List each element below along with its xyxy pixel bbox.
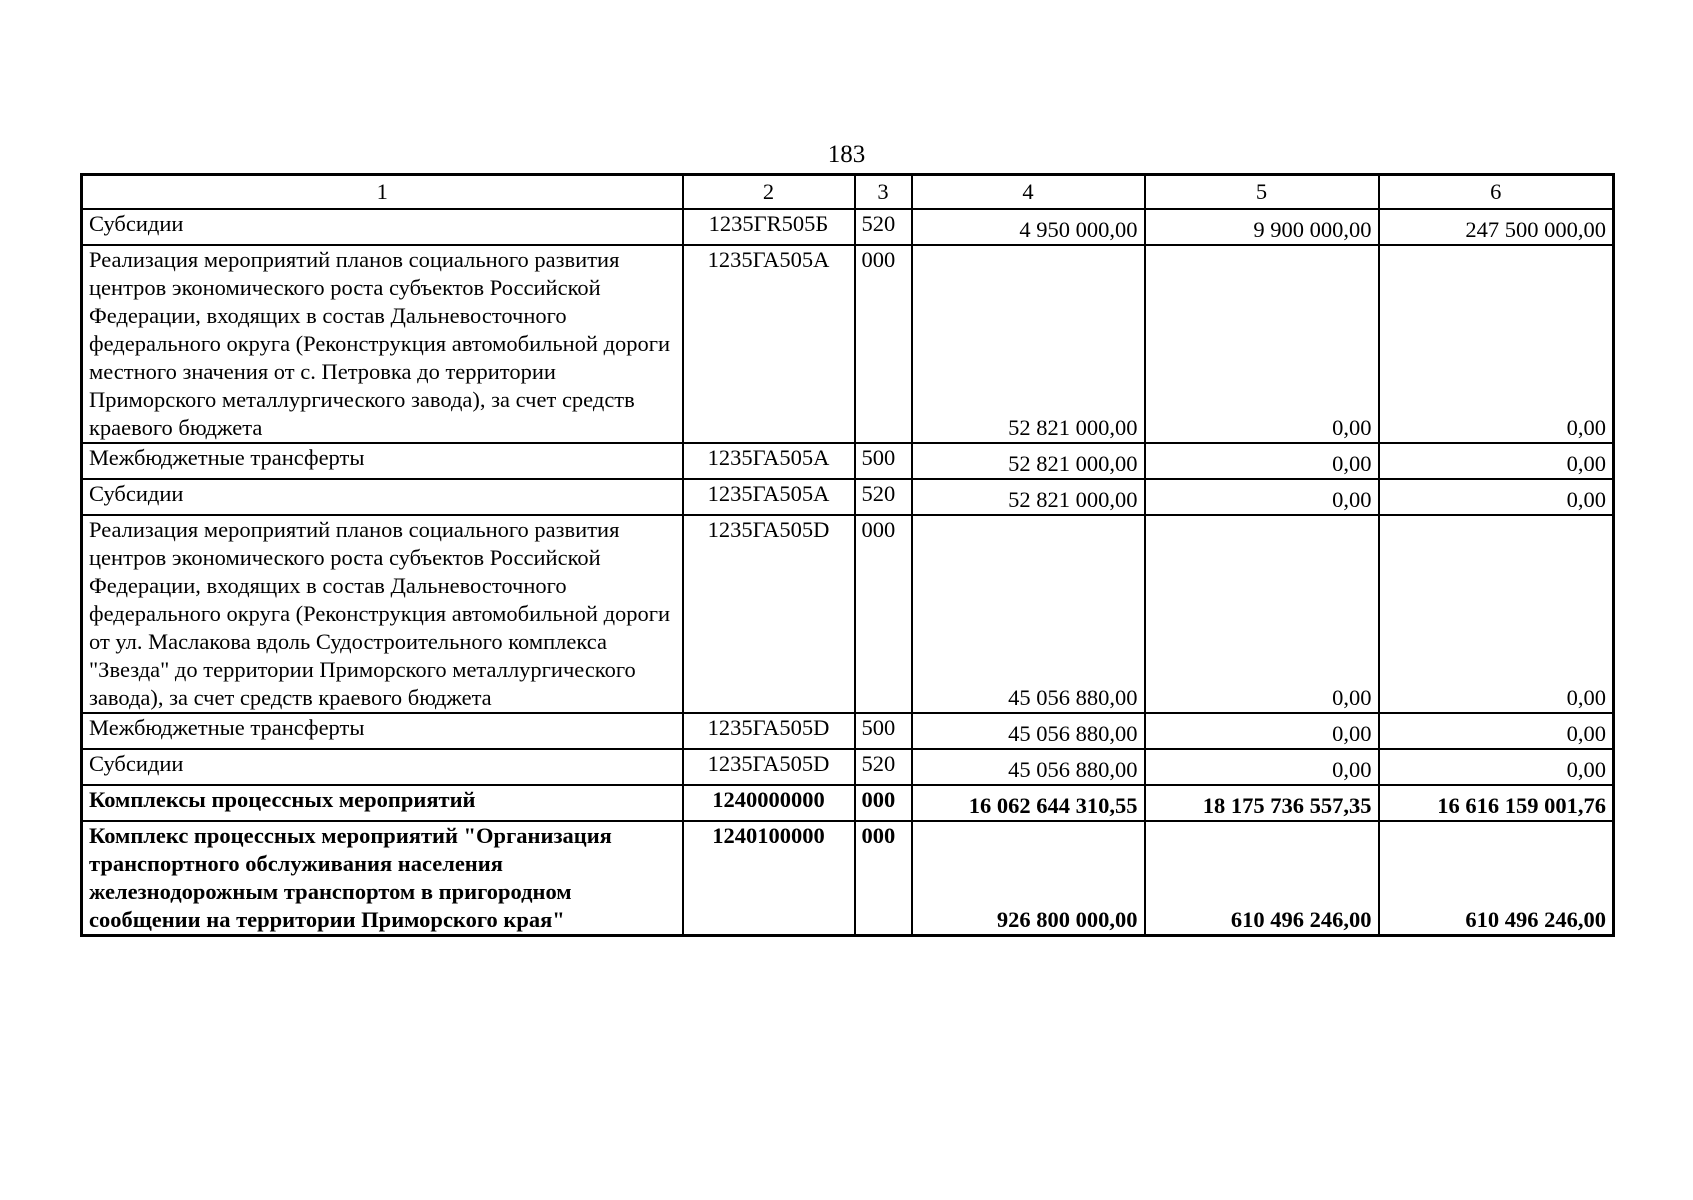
- row-kvr: 520: [855, 479, 912, 515]
- row-kvr: 000: [855, 245, 912, 443]
- table-row: [82, 515, 1614, 713]
- header-col-4: 4: [912, 175, 1145, 210]
- row-amount-6: 247 500 000,00: [1379, 209, 1614, 245]
- table-row-total: [82, 785, 1614, 821]
- row-code: 1240000000: [683, 785, 855, 821]
- row-code: 1240100000: [683, 821, 855, 936]
- row-kvr: 000: [855, 515, 912, 713]
- row-amount-5: 0,00: [1145, 443, 1379, 479]
- row-amount-4: 4 950 000,00: [912, 209, 1145, 245]
- row-amount-5: 0,00: [1145, 245, 1379, 443]
- row-code: 1235ГА505А: [683, 443, 855, 479]
- row-code: 1235ГА505D: [683, 749, 855, 785]
- row-name: Субсидии: [82, 479, 683, 515]
- row-code: 1235ГА505А: [683, 245, 855, 443]
- row-kvr: 520: [855, 209, 912, 245]
- row-amount-5: 610 496 246,00: [1145, 821, 1379, 936]
- row-amount-4: 16 062 644 310,55: [912, 785, 1145, 821]
- row-name: Межбюджетные трансферты: [82, 443, 683, 479]
- header-col-5: 5: [1145, 175, 1379, 210]
- row-amount-4: 52 821 000,00: [912, 479, 1145, 515]
- row-amount-5: 18 175 736 557,35: [1145, 785, 1379, 821]
- row-amount-6: 16 616 159 001,76: [1379, 785, 1614, 821]
- row-amount-4: 45 056 880,00: [912, 749, 1145, 785]
- row-amount-6: 0,00: [1379, 443, 1614, 479]
- table-row: [82, 209, 1614, 245]
- row-amount-4: 45 056 880,00: [912, 713, 1145, 749]
- row-name: Межбюджетные трансферты: [82, 713, 683, 749]
- row-code: 1235ГА505А: [683, 479, 855, 515]
- header-row: [82, 175, 1614, 210]
- row-amount-5: 0,00: [1145, 479, 1379, 515]
- row-code: 1235ГR505Б: [683, 209, 855, 245]
- row-amount-5: 0,00: [1145, 713, 1379, 749]
- header-col-6: 6: [1379, 175, 1614, 210]
- table-row: [82, 245, 1614, 443]
- row-amount-4: 52 821 000,00: [912, 245, 1145, 443]
- row-amount-6: 0,00: [1379, 515, 1614, 713]
- row-amount-5: 0,00: [1145, 749, 1379, 785]
- row-amount-6: 610 496 246,00: [1379, 821, 1614, 936]
- row-amount-5: 9 900 000,00: [1145, 209, 1379, 245]
- row-name: Субсидии: [82, 749, 683, 785]
- row-amount-4: 52 821 000,00: [912, 443, 1145, 479]
- header-col-3: 3: [855, 175, 912, 210]
- table-row: [82, 443, 1614, 479]
- row-kvr: 000: [855, 785, 912, 821]
- row-kvr: 500: [855, 713, 912, 749]
- table-row: [82, 749, 1614, 785]
- row-name: Субсидии: [82, 209, 683, 245]
- header-col-1: 1: [82, 175, 683, 210]
- row-code: 1235ГА505D: [683, 515, 855, 713]
- row-code: 1235ГА505D: [683, 713, 855, 749]
- row-amount-6: 0,00: [1379, 479, 1614, 515]
- row-amount-4: 45 056 880,00: [912, 515, 1145, 713]
- row-amount-5: 0,00: [1145, 515, 1379, 713]
- table-row-total: [82, 821, 1614, 936]
- row-amount-6: 0,00: [1379, 245, 1614, 443]
- row-name: Реализация мероприятий планов социального развития центров экономического роста субъектов Российской Федерации, входящих в состав Дальневосточного федерального округа (Реконструкция автомобильной дороги от ул. Маслакова вдоль Судостроительного комплекса "Звезда" до территории Приморского металлургического завода), за счет средств краевого бюджета: [82, 515, 683, 713]
- row-amount-6: 0,00: [1379, 713, 1614, 749]
- row-kvr: 500: [855, 443, 912, 479]
- table-row: [82, 713, 1614, 749]
- row-name: Реализация мероприятий планов социального развития центров экономического роста субъектов Российской Федерации, входящих в состав Дальневосточного федерального округа (Реконструкция автомобильной дороги местного значения от с. Петровка до территории Приморского металлургического завода), за счет средств краевого бюджета: [82, 245, 683, 443]
- header-col-2: 2: [683, 175, 855, 210]
- row-kvr: 520: [855, 749, 912, 785]
- row-amount-4: 926 800 000,00: [912, 821, 1145, 936]
- row-kvr: 000: [855, 821, 912, 936]
- row-name: Комплекс процессных мероприятий "Организация транспортного обслуживания населения железнодорожным транспортом в пригородном сообщении на территории Приморского края": [82, 821, 683, 936]
- budget-table: [80, 173, 1615, 937]
- table-row: [82, 479, 1614, 515]
- page-number: 183: [827, 141, 866, 168]
- row-name: Комплексы процессных мероприятий: [82, 785, 683, 821]
- row-amount-6: 0,00: [1379, 749, 1614, 785]
